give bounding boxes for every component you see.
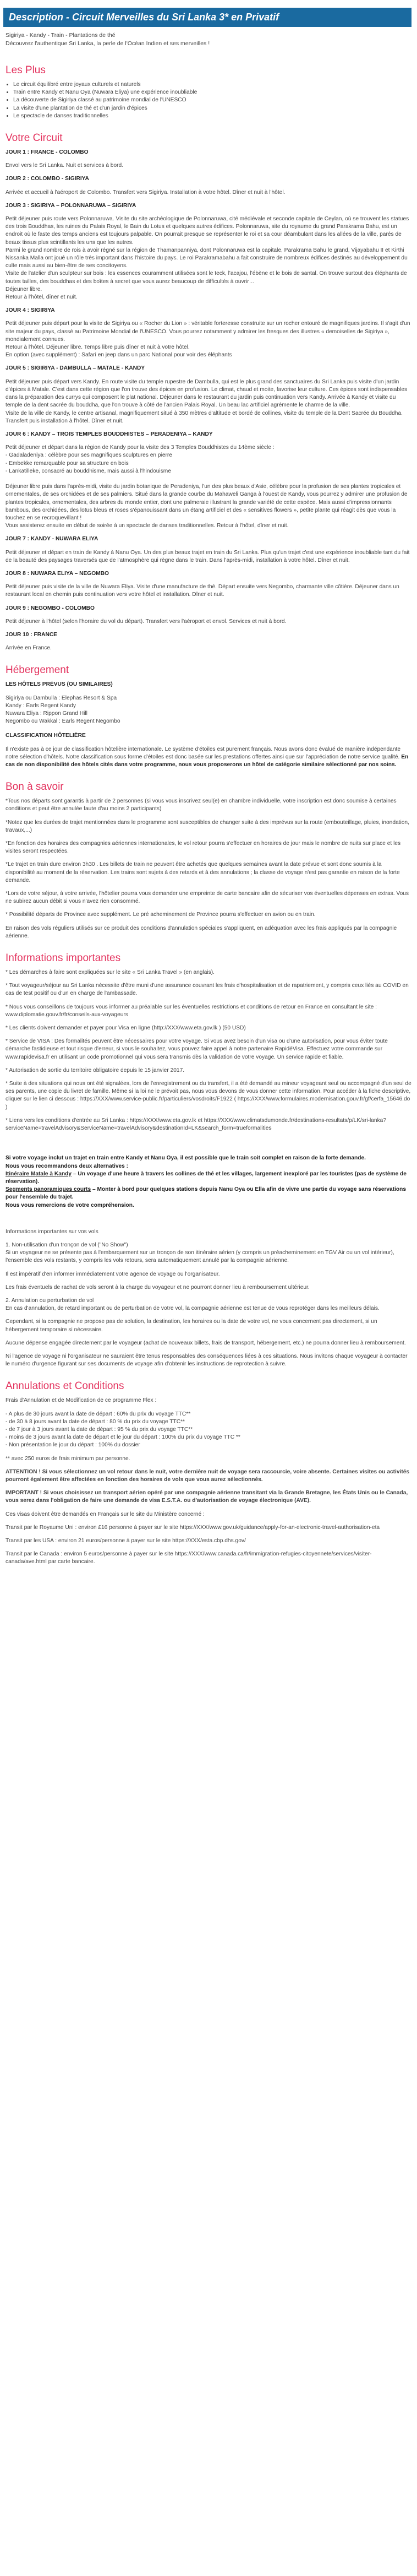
day-description: Petit déjeuner puis départ vers Kandy. En route visite du temple rupestre de Dambulla, qui est le plus grand des sanctuaires du Sri Lanka puis visite d'un jardin d'épices à Matale. C'est dans cette région que l'on trouve des épices en profusion. Le climat, chaud et moite, favorise leur culture. Ces épices sont indispensables dans la préparation des currys qui composent le plat national. Déjeuner dans le restaurant du jardin puis continuation vers Kandy. Arrivée à Kandy et visite du temple de la dent sacrée du bouddha, que l'on trouve à côté de l'ancien Palais Royal. Un beau lac artificiel agrémente le charme de la ville. Visite de la ville de Kandy, le centre artisanal, magnifiquement situé à 350 mètres d'altitude et bordé de collines, visite du temple de la Dent Sacrée du Bouddha. Transfert puis installation à l'hôtel. Dîner et nuit. <box>6 378 408 424</box>
alternative-1-text: – Un voyage d'une heure à travers les collines de thé et les villages, largement inexploré par les touristes (pas de système de réservation). <box>6 1170 407 1185</box>
day-description: Arrivée et accueil à l'aéroport de Colombo. Transfert vers Sigiriya. Installation à votre hôtel. Dîner et nuit à l'hôtel. <box>6 189 286 196</box>
paragraph: 2. Annulation ou perturbation de vol <box>6 1297 94 1304</box>
paragraph: *Lors de votre séjour, à votre arrivée, l'hôtelier pourra vous demander une empreinte de carte bancaire afin de sécuriser vos éventuelles dépenses en extras. Vous ne subirez aucun débit si vous n'avez rien consommé. <box>6 891 409 905</box>
paragraph: * Possibilité départs de Province avec supplément. Le pré acheminement de Province pourra s'effectuer en avion ou en train. <box>6 912 316 918</box>
paragraph: Frais d'Annulation et de Modification de ce programme Flex : <box>6 1397 157 1404</box>
section-heading-hebergement: Hébergement <box>6 664 69 676</box>
paragraph: Transit par le Canada : environ 5 euros/personne à payer sur le site https://XXX/www.canada.ca/fr/immigration-refugies-citoyennete/services/visiter-canada/ave.html par carte bancaire. <box>6 1551 372 1565</box>
paragraph: Transit par les USA : environ 21 euros/personne à payer sur le site https://XXX/esta.cbp.dhs.gov/ <box>6 1538 246 1544</box>
paragraph: *Tous nos départs sont garantis à partir de 2 personnes (si vous vous inscrivez seul(e) en chambre individuelle, votre inscription est donc soumise à certaines conditions et peut être annulée faute d'au moins 2 participants) <box>6 798 397 812</box>
paragraph: - moins de 3 jours avant la date de départ et le jour du départ : 100% du prix du voyage TTC ** <box>6 1434 240 1441</box>
hotel-item: Kandy : Earls Regent Kandy <box>6 702 76 709</box>
paragraph: En cas d'annulation, de retard important ou de perturbation de votre vol, la compagnie aérienne est tenue de vous reprotéger dans les meilleurs délais. <box>6 1305 380 1312</box>
hebergement-section <box>0 681 417 769</box>
paragraph: Les frais éventuels de rachat de vols seront à la charge du voyageur et ne pourront donner lieu à remboursement ultérieur. <box>6 1284 310 1290</box>
classification-title: CLASSIFICATION HÔTELIÈRE <box>6 733 86 739</box>
informations-section <box>0 969 417 1132</box>
page-title-banner <box>3 8 411 27</box>
day-title: JOUR 6 : KANDY – TROIS TEMPLES BOUDDHISTES – PERADENIYA – KANDY <box>6 431 213 437</box>
hotel-item: Sigiriya ou Dambulla : Elephas Resort & Spa <box>6 695 117 701</box>
day-title: JOUR 8 : NUWARA ELIYA – NEGOMBO <box>6 570 109 577</box>
paragraph: Si un voyageur ne se présente pas à l'embarquement sur un tronçon de son itinéraire aérien (y compris un préacheminement en TGV Air ou un vol intérieur), l'ensemble des vols restants, y compris les vols retours, sera automatiquement annulé par la compagnie aérienne. <box>6 1250 394 1264</box>
section-heading-informations: Informations importantes <box>6 952 121 964</box>
paragraph: * Les clients doivent demander et payer pour Visa en ligne (http://XXX/www.eta.gov.lk ) (50 USD) <box>6 1025 246 1032</box>
section-heading-bon-a-savoir: Bon à savoir <box>6 781 64 793</box>
day-title: JOUR 10 : FRANCE <box>6 631 57 638</box>
day-description: Petit déjeuner puis départ pour la visite de Sigiriya ou « Rocher du Lion » : véritable forteresse construite sur un rocher entouré de magnifiques jardins. Il s'agit d'un site majeur du pays, classé au Patrimoine Mondial de l'UNESCO. Vous pourrez notamment y admirer les fresques des illustres « demoiselles de Sigiriya », mondialement connues. Retour à l'hôtel. Déjeuner libre. Temps libre puis dîner et nuit à votre hôtel. En option (avec supplément) : Safari en jeep dans un parc National pour voir des éléphants <box>6 321 410 359</box>
paragraph: * Suite à des situations qui nous ont été signalées, lors de l'enregistrement ou du transfert, il a été demandé au mineur voyageant seul ou accompagné d'un seul de ses parents, une copie du livret de famille. Même si la loi ne le prévoit pas, nous vous devons de vous donner cette information. Pour accéder à la fiche descriptive, cliquer sur le lien ci dessous : https://XXX/www.service-public.fr/particuliers/vosdroits/F1922 ( https://XXX/www.formulaires.modernisation.gouv.fr/gf/cerfa_15646.do ) <box>6 1081 411 1110</box>
day-title: JOUR 5 : SIGIRIYA - DAMBULLA – MATALE - KANDY <box>6 365 145 372</box>
paragraph: - Non présentation le jour du départ : 100% du dossier <box>6 1442 140 1449</box>
day-title: JOUR 1 : FRANCE - COLOMBO <box>6 149 89 156</box>
paragraph: - A plus de 30 jours avant la date de départ : 60% du prix du voyage TTC** <box>6 1411 191 1417</box>
train-notice-alternatives: Nous vous recommandons deux alternatives : <box>6 1163 129 1169</box>
paragraph: 1. Non-utilisation d'un tronçon de vol ("No Show") <box>6 1241 128 1248</box>
alternative-2-title: Segments panoramiques courts <box>6 1186 91 1193</box>
intro <box>0 27 417 48</box>
list-item: • Train entre Kandy et Nanu Oya (Nuwara Eliya) une expérience inoubliable <box>13 89 411 96</box>
section-heading-circuit: Votre Circuit <box>6 132 63 144</box>
paragraph: ** avec 250 euros de frais minimum par personne. <box>6 1455 130 1462</box>
alternative-2 <box>6 1186 411 1201</box>
paragraph: Aucune dépense engagée directement par le voyageur (achat de nouveaux billets, frais de transport, hébergement, etc.) ne pourra donner lieu à remboursement. <box>6 1339 406 1346</box>
day-description: Envol vers le Sri Lanka. Nuit et services à bord. <box>6 162 124 169</box>
paragraph: IMPORTANT ! Si vous choisissez un transport aérien opéré par une compagnie aérienne transitant via la Grande Bretagne, les États Unis ou le Canada, vous serez dans l'obligation de faire une demande de visa E.S.T.A. ou d'autorisation de voyage électronique (AVE). <box>6 1490 408 1504</box>
list-item: • La visite d'une plantation de thé et d'un jardin d'épices <box>13 105 411 112</box>
day-description: Petit déjeuner à l'hôtel (selon l'horaire du vol du départ). Transfert vers l'aéroport et envol. Services et nuit à bord. <box>6 618 287 625</box>
paragraph: Transit par le Royaume Uni : environ £16 personne à payer sur le site https://XXX/www.gov.uk/guidance/apply-for-an-electronic-travel-authorisation-eta <box>6 1524 380 1531</box>
paragraph: * Nous vous conseillons de toujours vous informer au préalable sur les éventuelles restrictions et conditions de retour en France en consultant le site : www.diplomatie.gouv.fr/fr/conseils-aux-voyageurs <box>6 1004 377 1018</box>
paragraph: - de 30 à 8 jours avant la date de départ : 80 % du prix du voyage TTC** <box>6 1418 185 1425</box>
paragraph: * Service de VISA : Des formalités peuvent être nécessaires pour votre voyage. Si vous avez besoin d'un visa ou d'une autorisation, pour vous éviter toute démarche fastidieuse et tout risque d'erreur, si vous le souhaitez, vous pouvez faire appel à notre partenaire RapidéVisa. Effectuez votre commande sur www.rapidevisa.fr en utilisant un code promotionnel qui vous sera transmis dès la validation de votre voyage. Un service rapide et fiable. <box>6 1038 388 1060</box>
day-description: Petit déjeuner et départ en train de Kandy à Nanu Oya. Un des plus beaux trajet en train du Sri Lanka. Plus qu'un trajet c'est une expérience inoubliable tant du fait de la beauté des paysages traversés que de l'atmosphère qui règne dans le train. Dans l'après-midi, installation à votre hôtel. Dîner et nuit. <box>6 549 410 563</box>
circuit-section <box>0 149 417 652</box>
paragraph: ATTENTION ! Si vous sélectionnez un vol retour dans le nuit, votre dernière nuit de voyage sera raccourcie, voire absente. Certaines visites ou activités pourront également être affectées en fonction des horaires de vols que vous aurez sélectionnés. <box>6 1468 410 1483</box>
classification-body: Il n'existe pas à ce jour de classification hôtelière internationale. Le système d'étoiles est purement français. Nous avons donc évalué de manière indépendante notre sélection d'hôtels. Notre classification sous forme d'étoiles est donc basée sur les prestations offertes ainsi que sur l'appréciation de notre service qualité. <box>6 746 401 760</box>
paragraph: * Tout voyageur/séjour au Sri Lanka nécessite d'être muni d'une assurance couvrant les frais d'hospitalisation et de rapatriement, y compris ceux liés au COVID en cas de test positif ou d'un en charge de l'ambassade. <box>6 983 409 997</box>
hotel-item: Negombo ou Wakkal : Earls Regent Negombo <box>6 718 120 725</box>
paragraph: *En fonction des horaires des compagnies aériennes internationales, le vol retour pourra s'effectuer en horaires de jour mais le nombre de nuits sur place et les visites seront respectées. <box>6 840 401 855</box>
section-heading-plus: Les Plus <box>6 64 46 76</box>
day-title: JOUR 9 : NEGOMBO - COLOMBO <box>6 605 95 611</box>
day-description: Petit déjeuner puis visite de la ville de Nuwara Eliya. Visite d'une manufacture de thé. Départ ensuite vers Negombo, charmante ville côtière. Déjeuner dans un restaurant local en chemin puis continuation vers votre hôtel et installation. Dîner et nuit. <box>6 584 399 598</box>
hotel-item: Nuwara Eliya : Rippon Grand Hill <box>6 710 87 717</box>
classification-note: En cas de non disponibilité des hôtels cités dans votre programme, nous vous proposerons un hôtel de catégorie similaire sélectionné par nos soins. <box>6 753 409 768</box>
day-title: JOUR 3 : SIGIRIYA – POLONNARUWA – SIGIRIYA <box>6 202 136 209</box>
paragraph: Cependant, si la compagnie ne propose pas de solution, la destination, les horaires ou la date de votre vol, ne vous concernent pas directement, si un hébergement temporaire si nécessaire. <box>6 1319 377 1333</box>
paragraph: En raison des vols réguliers utilisés sur ce produit des conditions d'annulation spéciales s'appliquent, en adéquation avec les frais appliqués par la compagnie aérienne. <box>6 925 397 939</box>
paragraph: Ni l'agence de voyage ni l'organisateur ne sauraient être tenus responsables des conséquences liées à ces situations. Nous invitons chaque voyageur à contacter le numéro d'urgence figurant sur ses documents de voyage afin d'obtenir les instructions de reprotection à suivre. <box>6 1353 408 1368</box>
day-title: JOUR 7 : KANDY - NUWARA ELIYA <box>6 536 98 543</box>
alternative-1-title: Itinéraire Matale à Kandy <box>6 1170 72 1177</box>
annulations-section <box>0 1397 417 1566</box>
section-heading-annulations: Annulations et Conditions <box>6 1380 124 1392</box>
paragraph: Ces visas doivent être demandés en Français sur le site du Ministère concerné : <box>6 1511 205 1517</box>
day-title: JOUR 2 : COLOMBO - SIGIRIYA <box>6 176 89 182</box>
day-description: Petit déjeuner et départ dans la région de Kandy pour la visite des 3 Temples Bouddhistes du 14ème siècle : - Gadaladeniya : célèbre pour ses magnifiques sculptures en pierre - Embekke remarquable pour sa structure en bois - Lankatilleke, consacré au bouddhisme, mais aussi à l'hindouisme Déjeuner libre puis dans l'après-midi, visite du jardin botanique de Peradeniya, l'un des plus beaux d'Asie, célèbre pour la profusion de ses plantes tropicales et ornementales, de ses orchidées et de ses palmiers. Situé dans la grande courbe du Mahaweli Ganga à l'ouest de Kandy, vous pourrez y admirer une profusion de plantes tropicales, ornementales, des arbres du monde entier, dont une palmeraie illustrant la grande variété de cette espèce. Mais aussi d'impressionnants bambous, des orchidées, des lotus bleus et roses s'épanouissant dans un étang artificiel et des « sensitives flowers », petite plante qui réagit dès que vous la touchez en se recroquevillant ! Vous assisterez ensuite en début de soirée à un spectacle de danses traditionnelles. Retour à l'hôtel, dîner et nuit. <box>6 444 408 529</box>
train-notice <box>0 1154 417 1209</box>
page-title: Description - Circuit Merveilles du Sri Lanka 3* en Privatif <box>9 12 279 23</box>
paragraph: * Autorisation de sortie du territoire obligatoire depuis le 15 janvier 2017. <box>6 1067 185 1073</box>
list-item: • Le circuit équilibré entre joyaux culturels et naturels <box>13 81 411 89</box>
train-notice-thanks: Nous vous remercions de votre compréhension. <box>6 1202 134 1208</box>
vols-title: Informations importantes sur vos vols <box>6 1228 98 1235</box>
list-item: • Le spectacle de danses traditionnelles <box>13 112 411 120</box>
list-item: • La découverte de Sigiriya classé au patrimoine mondial de l'UNESCO <box>13 96 411 104</box>
plus-list <box>6 81 411 120</box>
paragraph: *Le trajet en train dure environ 3h30 . Les billets de train ne peuvent être achetés que quelques semaines avant la date prévue et sont donc soumis à la disponibilité au moment de la réservation. Les trains sont sujets à des retards et à des annulations ; la classe de voyage n'est pas garantie en raison de la forte demande. <box>6 861 400 883</box>
paragraph: *Notez que les durées de trajet mentionnées dans le programme sont susceptibles de changer suite à des imprévus sur la route (embouteillage, pluies, inondation, travaux,...) <box>6 819 409 833</box>
hotels-list-title: LES HÔTELS PRÉVUS (OU SIMILAIRES) <box>6 681 113 688</box>
alternative-2-text: – Monter à bord pour quelques stations depuis Nanu Oya ou Ella afin de vivre une partie du voyage sans réservations pour l'ensemble du trajet. <box>6 1186 407 1201</box>
paragraph: * Liens vers les conditions d'entrée au Sri Lanka : https://XXX/www.eta.gov.lk et https://XXX/www.climatsdumonde.fr/destinations-resultats/p/LK/sri-lanka?serviceName=travelAdvisory&ServiceName=travelAdvisory&destinationId=LK&search_form=trueformalities <box>6 1117 387 1132</box>
classification-text <box>6 746 411 769</box>
alternative-1 <box>6 1170 411 1186</box>
paragraph: - de 7 jour à 3 jours avant la date de départ : 95 % du prix du voyage TTC** <box>6 1426 193 1433</box>
intro-tagline: Découvrez l'authentique Sri Lanka, la perle de l'Océan Indien et ses merveilles ! <box>6 40 210 47</box>
paragraph: Il est impératif d'en informer immédiatement votre agence de voyage ou l'organisateur. <box>6 1271 220 1277</box>
plus-section <box>0 81 417 120</box>
day-description: Arrivée en France. <box>6 645 52 652</box>
paragraph: * Les démarches à faire sont expliquées sur le site « Sri Lanka Travel » (en anglais). <box>6 969 215 976</box>
vols-section <box>0 1228 417 1369</box>
train-notice-warning: Si votre voyage inclut un trajet en train entre Kandy et Nanu Oya, il est possible que le train soit complet en raison de la forte demande. <box>6 1155 366 1162</box>
day-description: Petit déjeuner puis route vers Polonnaruwa. Visite du site archéologique de Polonnaruwa, cité médiévale et seconde capitale de Ceylan, où se trouvent les statues des trois Bouddhas, les ruines du Palais Royal, le Bain du Lotus et quelques autres édifices. Polonnaruwa, site du royaume du grand Parakrama Bahu, est un endroit où le faste des temps anciens est toujours palpable. On pourrait presque se représenter le roi et sa cour déambulant dans les allées de la ville, parés de beaux tissus plus scintillants les uns que les autres. Parmi le grand nombre de rois à avoir régné sur la région de Thamanpanniya, dont Polonnaruwa est la capitale, Parakrama Bahu le grand, Vijayabahu II et Kirthi Nissanka Malla ont joué un rôle très important dans l'histoire du pays. Le roi Parakramabahu a fait construire de nombreux édifices destinés au développement du culte mais aussi au bien-être de ses concitoyens. Visite de l'atelier d'un sculpteur sur bois : les essences couramment utilisées sont le teck, l'acajou, l'ébène et le bois de santal. On trouve surtout des éléphants de toutes tailles, des bouddhas et des boîtes à secret que vous aurez beaucoup de difficultés à ouvrir… Déjeuner libre. Retour à l'hôtel, dîner et nuit. <box>6 216 409 301</box>
bon-a-savoir-section <box>0 798 417 940</box>
day-title: JOUR 4 : SIGIRIYA <box>6 307 55 314</box>
intro-route: Sigiriya - Kandy - Train - Plantations de thé <box>6 32 116 39</box>
